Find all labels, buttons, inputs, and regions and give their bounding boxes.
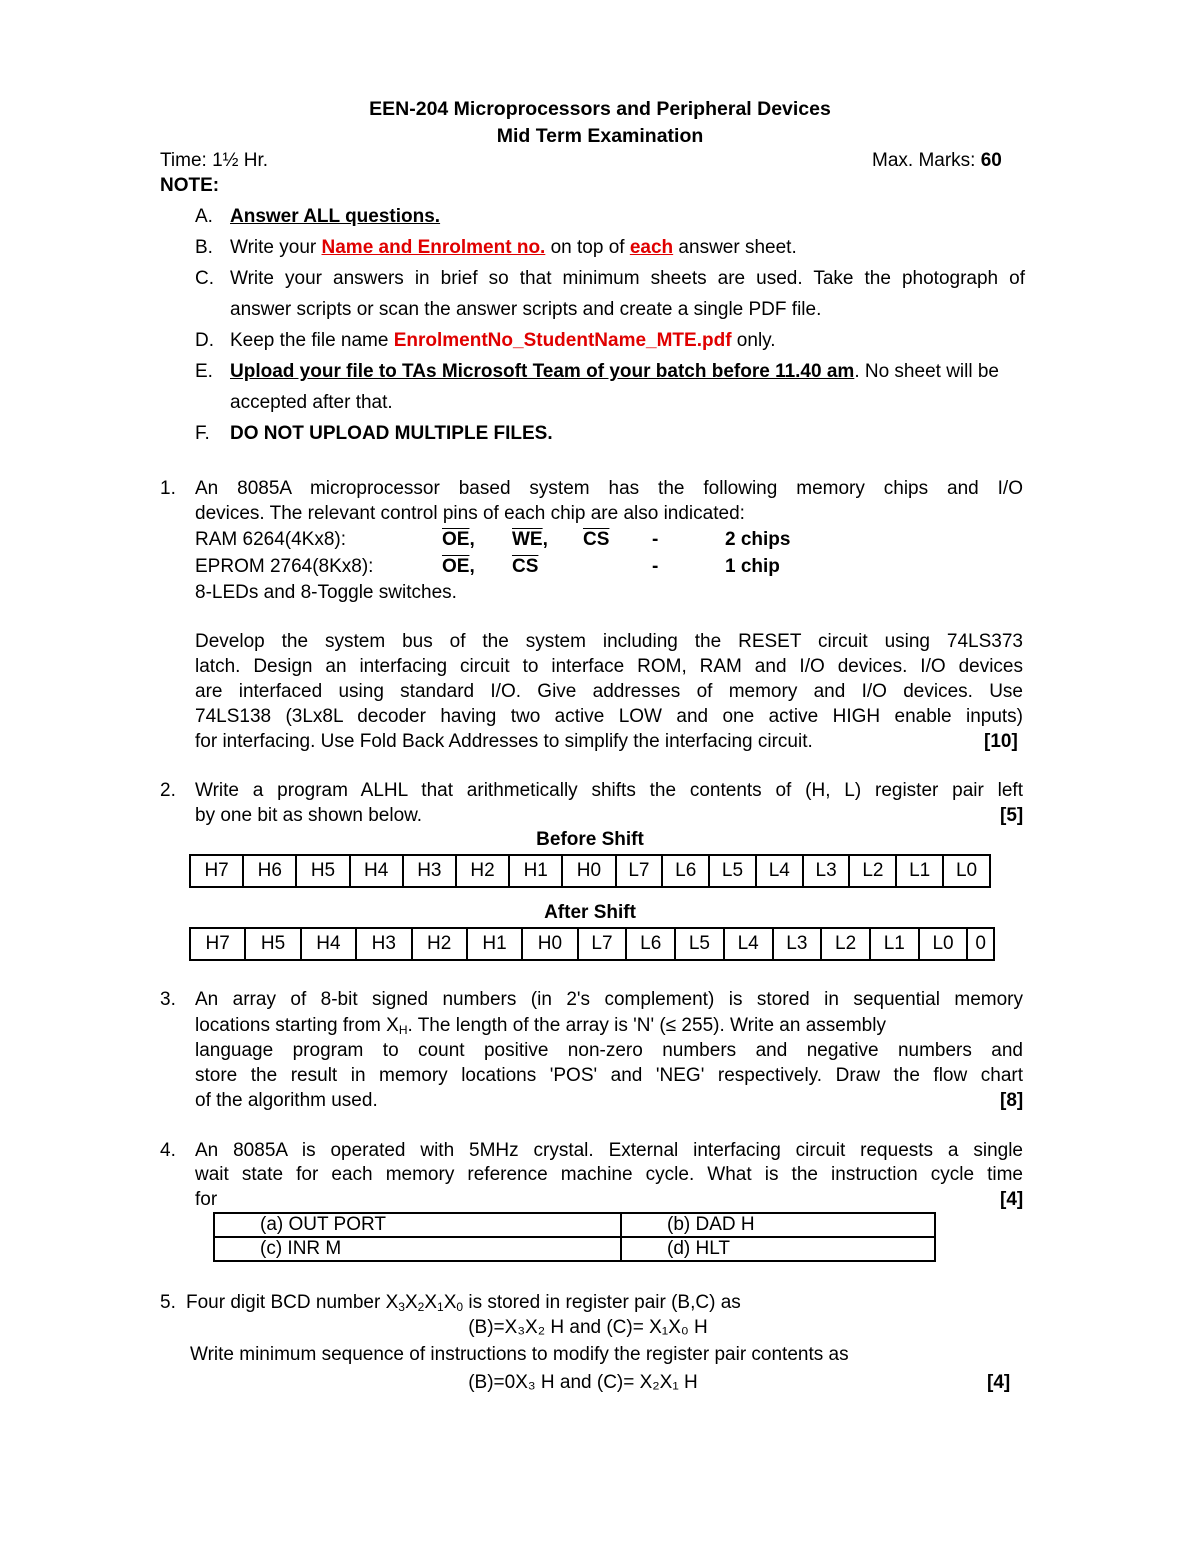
q5-line1: Four digit BCD number $X_3X_2X_1X_0$ is stored in register pair (B,C) as	[186, 1292, 741, 1314]
after-shift-table	[189, 927, 995, 961]
q5-line2: (B)=X₃X₂ H and (C)= X₁X₀ H	[468, 1317, 708, 1338]
q4-cell-c: (c) INR M	[214, 1237, 621, 1261]
before-bit-cell: H2	[456, 855, 509, 887]
after-bit-cell: H5	[245, 928, 300, 960]
before-bit-cell: H6	[243, 855, 296, 887]
before-bit-cell: H1	[509, 855, 562, 887]
after-bit-cell: H7	[190, 928, 245, 960]
note-letter-c: C.	[195, 268, 214, 289]
after-bit-cell: L5	[675, 928, 724, 960]
note-letter-d: D.	[195, 330, 214, 351]
note-c-line2: answer scripts or scan the answer scripts and create a single PDF file.	[230, 299, 822, 320]
q1-p2-line3: are interfaced using standard I/O. Give addresses of memory and I/O devices. Use	[195, 681, 1023, 702]
eprom-pin-cs: $\overline{CS}$	[512, 556, 539, 577]
eprom-name: EPROM 2764(8Kx8):	[195, 556, 374, 577]
q3-line5: of the algorithm used.	[195, 1090, 378, 1111]
q1-p2-line5: for interfacing. Use Fold Back Addresses to simplify the interfacing circuit.	[195, 731, 813, 752]
note-letter-a: A.	[195, 206, 213, 227]
q3-marks: [8]	[1000, 1090, 1024, 1111]
q4-marks: [4]	[1000, 1189, 1024, 1210]
after-bit-cell: 0	[967, 928, 994, 960]
before-shift-label: Before Shift	[536, 829, 644, 850]
q4-cell-a: (a) OUT PORT	[214, 1213, 621, 1237]
note-heading: NOTE:	[160, 175, 220, 196]
q5-line3: Write minimum sequence of instructions to modify the register pair contents as	[190, 1344, 849, 1365]
before-bit-cell: L4	[756, 855, 803, 887]
q1-p2-line2: latch. Design an interfacing circuit to interface ROM, RAM and I/O devices. I/O devices	[195, 656, 1023, 677]
q4-cell-d: (d) HLT	[621, 1237, 935, 1261]
before-bit-cell: H0	[562, 855, 615, 887]
ram-pin-oe: $\overline{OE}$,	[442, 529, 475, 550]
q3-line4: store the result in memory locations 'POS' and 'NEG' respectively. Draw the flow chart	[195, 1065, 1023, 1086]
note-d: Keep the file name EnrolmentNo_StudentName_MTE.pdf only.	[230, 330, 776, 351]
time-label: Time: 1½ Hr.	[160, 150, 269, 171]
after-bit-cell: L0	[919, 928, 968, 960]
q5-number: 5.	[160, 1292, 176, 1313]
after-shift-label: After Shift	[544, 902, 636, 923]
ram-dash: -	[652, 529, 659, 550]
note-f: DO NOT UPLOAD MULTIPLE FILES.	[230, 423, 553, 444]
q2-line1: Write a program ALHL that arithmetically shifts the contents of (H, L) register pair left	[195, 780, 1023, 801]
ram-pin-cs: $\overline{CS}$	[583, 529, 610, 550]
after-bit-cell: L3	[773, 928, 822, 960]
before-bit-cell: L2	[849, 855, 896, 887]
q3-line1: An array of 8-bit signed numbers (in 2's complement) is stored in sequential memory	[195, 989, 1023, 1010]
before-bit-cell: L7	[616, 855, 663, 887]
q1-number: 1.	[160, 478, 176, 499]
q1-p2-line4: 74LS138 (3Lx8L decoder having two active LOW and one active HIGH enable inputs)	[195, 706, 1023, 727]
after-bit-cell: L1	[870, 928, 919, 960]
q3-line2: locations starting from $X_H$. The length of the array is 'N' (≤ 255). Write an assembly	[195, 1015, 886, 1037]
after-bit-cell: H1	[467, 928, 522, 960]
after-bit-cell: L2	[821, 928, 870, 960]
ram-name: RAM 6264(4Kx8):	[195, 529, 347, 550]
note-letter-f: F.	[195, 423, 210, 444]
ram-pin-we: $\overline{WE}$,	[512, 529, 548, 550]
q3-number: 3.	[160, 989, 176, 1010]
after-bit-cell: H4	[301, 928, 356, 960]
before-bit-cell: H4	[350, 855, 403, 887]
q4-table	[213, 1212, 936, 1262]
after-bit-cell: H2	[412, 928, 467, 960]
before-bit-cell: L3	[803, 855, 850, 887]
eprom-qty: 1 chip	[725, 556, 780, 577]
before-bit-cell: L0	[943, 855, 990, 887]
q4-line2: wait state for each memory reference machine cycle. What is the instruction cycle time	[195, 1164, 1023, 1185]
eprom-dash: -	[652, 556, 659, 577]
note-letter-b: B.	[195, 237, 213, 258]
ram-qty: 2 chips	[725, 529, 791, 550]
before-shift-table	[189, 854, 991, 888]
q1-line1: An 8085A microprocessor based system has the following memory chips and I/O	[195, 478, 1023, 499]
after-bit-cell: L6	[626, 928, 675, 960]
after-bit-cell: L4	[724, 928, 773, 960]
q2-number: 2.	[160, 780, 176, 801]
after-bit-cell: L7	[578, 928, 627, 960]
q5-marks: [4]	[987, 1372, 1011, 1393]
before-bit-cell: H5	[296, 855, 349, 887]
course-title: EEN-204 Microprocessors and Peripheral Devices	[369, 98, 831, 120]
q1-p2-line1: Develop the system bus of the system including the RESET circuit using 74LS373	[195, 631, 1023, 652]
max-marks: Max. Marks: 60	[872, 150, 1002, 171]
before-bit-cell: L1	[896, 855, 943, 887]
q4-line3: for	[195, 1189, 218, 1210]
after-bit-cell: H3	[356, 928, 411, 960]
q4-line1: An 8085A is operated with 5MHz crystal. External interfacing circuit requests a single	[195, 1140, 1023, 1161]
before-bit-cell: L6	[662, 855, 709, 887]
q4-number: 4.	[160, 1140, 176, 1161]
q2-line2: by one bit as shown below.	[195, 805, 423, 826]
after-bit-cell: H0	[522, 928, 577, 960]
before-bit-cell: L5	[709, 855, 756, 887]
q3-line3: language program to count positive non-zero numbers and negative numbers and	[195, 1040, 1023, 1061]
q1-leds: 8-LEDs and 8-Toggle switches.	[195, 582, 457, 603]
before-bit-cell: H7	[190, 855, 243, 887]
q1-marks: [10]	[984, 731, 1018, 752]
q2-marks: [5]	[1000, 805, 1024, 826]
q4-cell-b: (b) DAD H	[621, 1213, 935, 1237]
q5-line4: (B)=0X₃ H and (C)= X₂X₁ H	[468, 1372, 698, 1393]
note-b: Write your Name and Enrolment no. on top of each answer sheet.	[230, 237, 797, 258]
before-bit-cell: H3	[403, 855, 456, 887]
note-e-line1: Upload your file to TAs Microsoft Team of your batch before 11.40 am. No sheet will be	[230, 361, 999, 382]
note-letter-e: E.	[195, 361, 213, 382]
note-a: Answer ALL questions.	[230, 206, 441, 227]
exam-title: Mid Term Examination	[496, 125, 704, 147]
q1-line2: devices. The relevant control pins of each chip are also indicated:	[195, 503, 745, 524]
note-c-line1: Write your answers in brief so that minimum sheets are used. Take the photograph of	[230, 268, 1025, 289]
note-e-line2: accepted after that.	[230, 392, 393, 413]
eprom-pin-oe: $\overline{OE}$,	[442, 556, 475, 577]
